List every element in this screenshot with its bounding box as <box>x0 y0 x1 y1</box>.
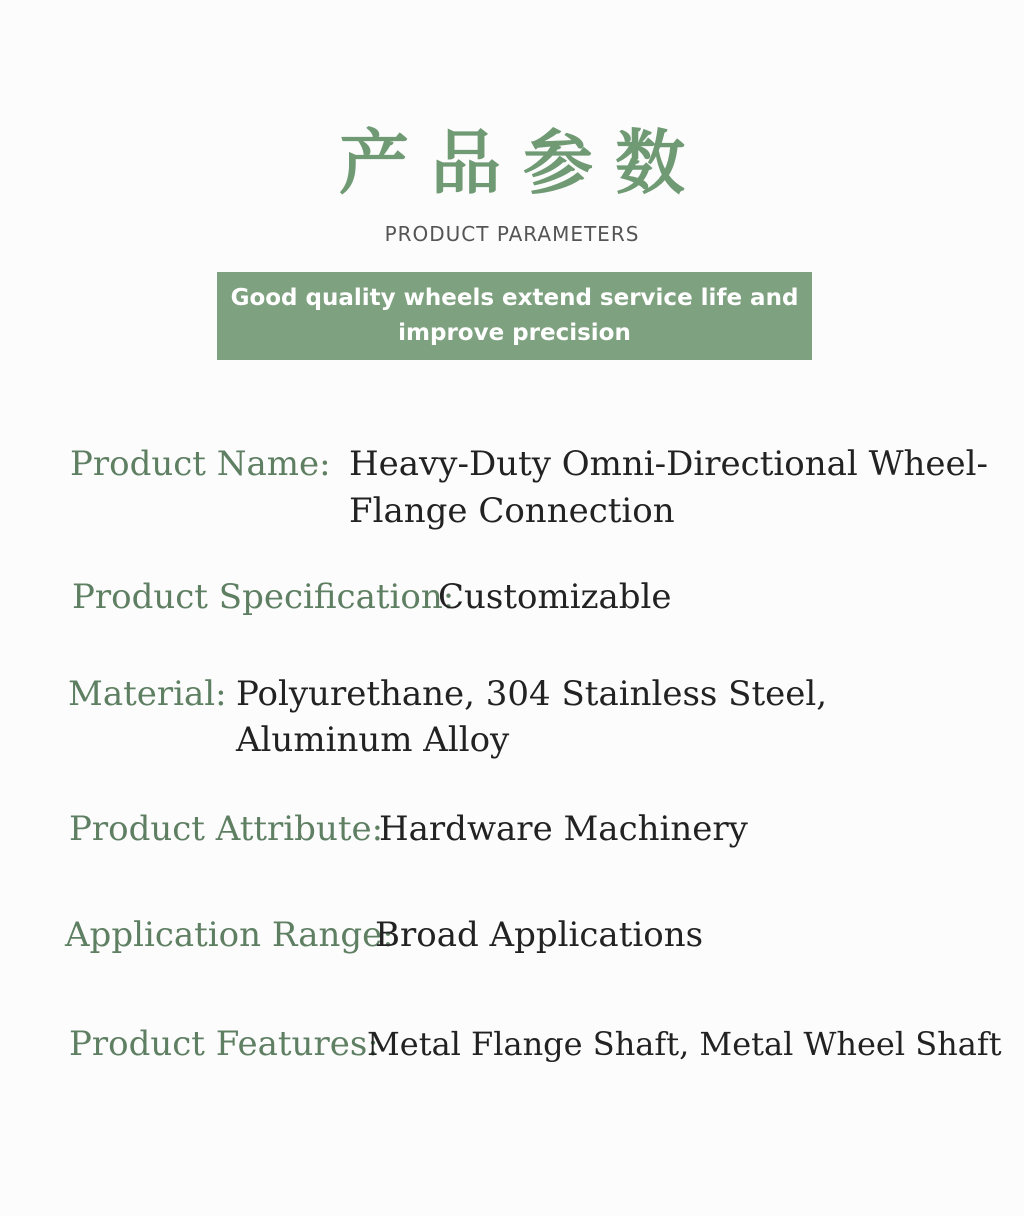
material-value-line-2: Aluminum Alloy <box>236 720 510 760</box>
banner-line-1: Good quality wheels extend service life and <box>230 285 799 311</box>
product-name-value-line-1: Heavy-Duty Omni-Directional Wheel- <box>349 444 989 484</box>
product-specification-value: Customizable <box>438 577 672 617</box>
page-subtitle-english: PRODUCT PARAMETERS <box>384 222 640 246</box>
product-specification-label: Product Specification: <box>72 577 455 617</box>
banner-line-2: improve precision <box>398 320 631 346</box>
application-range-label: Application Range: <box>65 915 394 955</box>
product-name-value-line-2: Flange Connection <box>349 491 675 531</box>
product-features-value: Metal Flange Shaft, Metal Wheel Shaft <box>367 1025 1002 1063</box>
slogan-banner <box>217 272 812 360</box>
product-attribute-value: Hardware Machinery <box>379 809 748 849</box>
material-label: Material: <box>68 674 227 714</box>
material-value-line-1: Polyurethane, 304 Stainless Steel, <box>236 674 828 714</box>
product-features-label: Product Features: <box>69 1024 379 1064</box>
application-range-value: Broad Applications <box>375 915 704 955</box>
product-name-label: Product Name: <box>70 444 331 484</box>
product-attribute-label: Product Attribute: <box>69 809 384 849</box>
page-title-chinese: 产品参数 <box>339 122 707 204</box>
